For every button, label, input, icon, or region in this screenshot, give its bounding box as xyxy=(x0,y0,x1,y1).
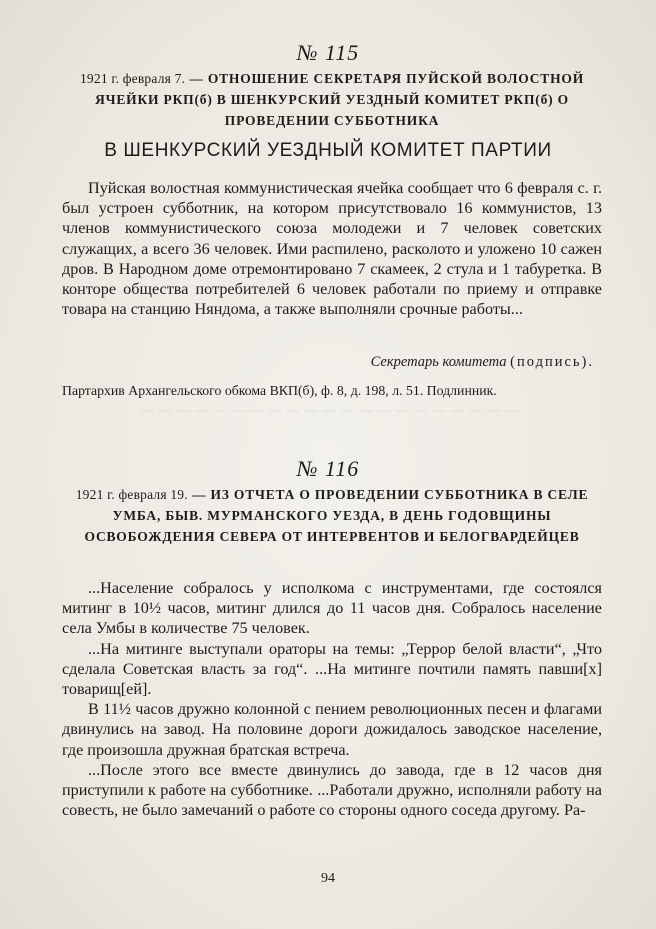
doc-115-addressee: В ШЕНКУРСКИЙ УЕЗДНЫЙ КОМИТЕТ ПАРТИИ xyxy=(104,140,552,161)
doc-115-signature xyxy=(371,354,594,371)
paragraph: ...Население собралось у исполкома с инструментами, где состоялся митинг в 10½ часов, митинг длился до 11 часов дня. Собралось население села Умбы в количестве 75 человек. xyxy=(62,579,602,638)
doc-115-heading xyxy=(62,68,602,131)
doc-116-number: № 116 xyxy=(296,456,360,481)
signature-note: (подпись). xyxy=(510,354,594,370)
doc-115-source-note: Партархив Архангельского обкома ВКП(б), ф. 8, д. 198, л. 51. Подлинник. xyxy=(62,383,497,398)
doc-115-body xyxy=(62,178,602,319)
doc-116-date: 1921 г. февраля 19. xyxy=(75,487,188,502)
paragraph: Пуйская волостная коммунистическая ячейка сообщает что 6 февраля с. г. был устроен субботник, на котором присутствовало 16 коммунистов, 13 членов коммунистического союза молодежи и 7 человек советских служащих, а всего 36 человек. Ими распилено, расколото и уложено 10 сажен дров. В Народном доме отремонтировано 7 скамеек, 2 стула и 1 табуретка. В конторе общества потребителей 6 человек работали по приему и отправке товара на станцию Няндома, а также выполняли срочные работы... xyxy=(62,179,602,319)
doc-115-number: № 115 xyxy=(296,40,360,65)
doc-115-date: 1921 г. февраля 7. xyxy=(79,71,186,86)
doc-115-title: — ОТНОШЕНИЕ СЕКРЕТАРЯ ПУЙСКОЙ ВОЛОСТНОЙ ЯЧЕЙКИ РКП(б) В ШЕНКУРСКИЙ УЕЗДНЫЙ КОМИТЕТ РКП(б) О ПРОВЕДЕНИИ СУББОТНИКА xyxy=(95,71,585,128)
doc-116-body xyxy=(62,578,602,820)
paragraph: ...После этого все вместе двинулись до завода, где в 12 часов дня приступили к работе на субботнике. ...Работали дружно, исполняли работу на совесть, не было замечаний о работе со стороны одного соседа другому. Ра- xyxy=(62,760,602,820)
doc-116-heading xyxy=(62,484,602,547)
signature-role: Секретарь комитета xyxy=(370,354,507,370)
paragraph: В 11½ часов дружно колонной с пением революционных песен и флагами двинулись на завод. На половине дороги дожидалось заводское население, где произошла дружная братская встреча. xyxy=(62,700,602,759)
paragraph: ...На митинге выступали ораторы на темы: „Террор белой власти“, „Что сделала Советская власть за год“. ...На митинге почтили память павши[х] товарищ[ей]. xyxy=(62,639,602,699)
page-number: 94 xyxy=(321,871,335,886)
doc-116-title: — ИЗ ОТЧЕТА О ПРОВЕДЕНИИ СУББОТНИКА В СЕЛЕ УМБА, БЫВ. МУРМАНСКОГО УЕЗДА, В ДЕНЬ ГОДОВЩИНЫ ОСВОБОЖДЕНИЯ СЕВЕРА ОТ ИНТЕРВЕНТОВ И БЕЛОГВАРДЕЙЦЕВ xyxy=(84,487,589,544)
show-through-text: — — — — — — — — — — — — — — — — — — — — — xyxy=(140,402,520,417)
